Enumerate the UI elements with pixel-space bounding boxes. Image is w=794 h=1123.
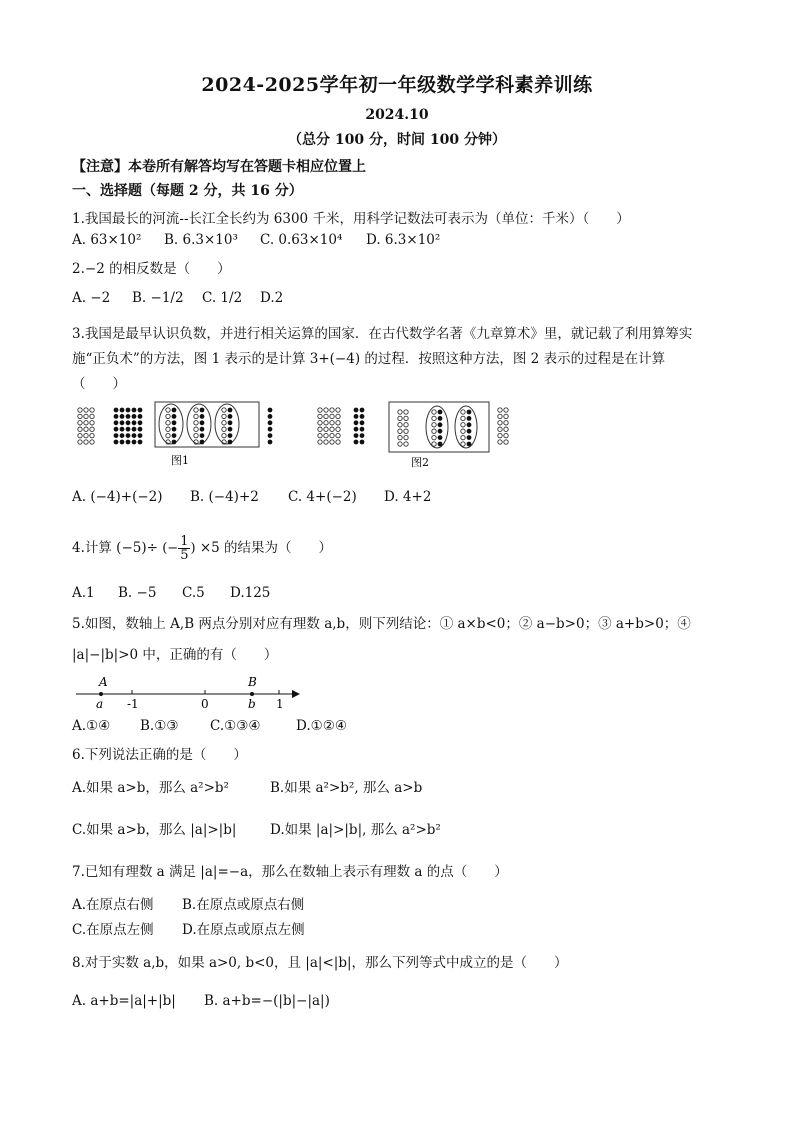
fig1-black-rods	[114, 408, 143, 445]
white-counter	[318, 414, 322, 418]
black-counter	[438, 416, 443, 421]
white-counter	[194, 427, 198, 431]
q1-option-b: B. 6.3×10³	[164, 232, 238, 248]
white-counter	[194, 408, 198, 412]
q3-stem-line3: （ ）	[72, 376, 126, 392]
point-a	[99, 692, 103, 696]
black-counter	[467, 416, 472, 421]
white-counter	[330, 440, 334, 444]
white-counter	[330, 414, 334, 418]
white-counter	[84, 427, 88, 431]
black-counter	[268, 433, 273, 438]
black-counter	[438, 435, 443, 440]
white-counter	[90, 408, 94, 412]
q8-options	[72, 993, 330, 1009]
white-counter	[398, 429, 402, 433]
fig2-white-rods	[318, 408, 340, 444]
white-counter	[166, 433, 170, 437]
white-counter	[78, 408, 82, 412]
black-counter	[172, 433, 177, 438]
white-counter	[90, 440, 94, 444]
black-counter	[228, 427, 233, 432]
q3-option-b: B. (−4)+2	[190, 489, 259, 505]
fig1-pair2-black	[200, 408, 205, 445]
white-counter	[222, 433, 226, 437]
black-counter	[354, 427, 359, 432]
q6-option-b: B.如果 a²>b², 那么 a>b	[270, 780, 423, 796]
white-counter	[318, 408, 322, 412]
q4-options	[72, 585, 270, 601]
q2-option-a: A. −2	[72, 290, 111, 306]
black-counter	[467, 435, 472, 440]
q8-option-a: A. a+b=|a|+|b|	[72, 993, 176, 1009]
white-counter	[330, 408, 334, 412]
white-counter	[432, 416, 436, 420]
white-counter	[398, 442, 402, 446]
black-counter	[126, 408, 131, 413]
q7-options-row2	[72, 918, 305, 938]
white-counter	[324, 421, 328, 425]
black-counter	[132, 433, 137, 438]
tick-one: 1	[276, 697, 284, 711]
white-counter	[461, 410, 465, 414]
white-counter	[330, 421, 334, 425]
q1-option-c: C. 0.63×10⁴	[260, 232, 343, 248]
black-counter	[438, 429, 443, 434]
white-counter	[336, 408, 340, 412]
q7-stem: 7.已知有理数 a 满足 |a|=−a，那么在数轴上表示有理数 a 的点（ ）	[72, 864, 508, 880]
white-counter	[404, 410, 408, 414]
black-counter	[354, 414, 359, 419]
q5-option-c: C.①③④	[210, 718, 261, 734]
black-counter	[132, 408, 137, 413]
white-counter	[222, 427, 226, 431]
q8-option-b: B. a+b=−(|b|−|a|)	[204, 993, 330, 1009]
label-b: b	[248, 697, 256, 711]
q5-option-a: A.①④	[72, 718, 111, 734]
black-counter	[114, 440, 119, 445]
q7-option-c: C.在原点左侧	[72, 922, 154, 938]
q2-option-b: B. −1/2	[132, 290, 184, 306]
white-counter	[404, 416, 408, 420]
q6-options-row2	[72, 818, 441, 838]
black-counter	[228, 408, 233, 413]
label-a: a	[96, 697, 104, 711]
exam-date: 2024.10	[365, 107, 429, 123]
fig1-white-rods	[78, 408, 94, 444]
white-counter	[432, 423, 436, 427]
white-counter	[84, 440, 88, 444]
white-counter	[461, 429, 465, 433]
black-counter	[120, 408, 125, 413]
fig2-pair2-white	[461, 410, 465, 446]
white-counter	[84, 433, 88, 437]
white-counter	[461, 435, 465, 439]
fig1-pair3-white	[222, 408, 226, 444]
white-counter	[461, 442, 465, 446]
white-counter	[318, 421, 322, 425]
white-counter	[222, 414, 226, 418]
white-counter	[78, 433, 82, 437]
black-counter	[126, 420, 131, 425]
black-counter	[354, 420, 359, 425]
white-counter	[398, 435, 402, 439]
black-counter	[172, 427, 177, 432]
q5-option-b: B.①③	[140, 718, 179, 734]
black-counter	[467, 422, 472, 427]
q7-option-a: A.在原点右侧	[72, 897, 154, 913]
fig2-pair1-white	[432, 410, 436, 446]
black-counter	[268, 427, 273, 432]
black-counter	[138, 408, 143, 413]
white-counter	[432, 435, 436, 439]
fig2-black-rods	[354, 408, 365, 445]
black-counter	[200, 408, 205, 413]
white-counter	[194, 421, 198, 425]
exam-total: （总分 100 分，时间 100 分钟）	[288, 132, 506, 148]
white-counter	[498, 433, 502, 437]
white-counter	[498, 440, 502, 444]
white-counter	[461, 416, 465, 420]
black-counter	[200, 414, 205, 419]
black-counter	[120, 433, 125, 438]
white-counter	[498, 427, 502, 431]
black-counter	[360, 420, 365, 425]
fig1-pair2-white	[194, 408, 198, 444]
black-counter	[438, 442, 443, 447]
white-counter	[78, 440, 82, 444]
white-counter	[194, 433, 198, 437]
fig1-pair3-black	[228, 408, 233, 445]
white-counter	[222, 421, 226, 425]
fig2-result-white	[498, 408, 508, 444]
black-counter	[172, 440, 177, 445]
q3-option-c: C. 4+(−2)	[288, 489, 357, 505]
black-counter	[126, 440, 131, 445]
white-counter	[324, 427, 328, 431]
black-counter	[120, 420, 125, 425]
white-counter	[336, 421, 340, 425]
black-counter	[467, 429, 472, 434]
black-counter	[360, 408, 365, 413]
q8-stem: 8.对于实数 a,b，如果 a>0, b<0，且 |a|<|b|，那么下列等式中成立的是（ ）	[72, 955, 568, 971]
black-counter	[172, 408, 177, 413]
black-counter	[200, 440, 205, 445]
q3-stem-line1: 3.我国是最早认识负数，并进行相关运算的国家．在古代数学名著《九章算术》里，就记载了利用算筹实	[72, 326, 693, 342]
white-counter	[336, 440, 340, 444]
black-counter	[438, 422, 443, 427]
black-counter	[268, 420, 273, 425]
q2-options	[72, 290, 283, 306]
q6-option-d: D.如果 |a|>|b|, 那么 a²>b²	[270, 822, 441, 838]
label-B: B	[248, 675, 257, 689]
q2-option-d: D.2	[260, 290, 284, 306]
point-b	[250, 692, 254, 696]
q3-stem-line2: 施“正负术”的方法，图 1 表示的是计算 3+(−4) 的过程．按照这种方法，图 2 表示的过程是在计算	[72, 351, 666, 367]
white-counter	[504, 414, 508, 418]
black-counter	[126, 414, 131, 419]
black-counter	[467, 442, 472, 447]
white-counter	[461, 423, 465, 427]
q4-stem-suffix: ×5 的结果为（ ）	[199, 540, 333, 556]
white-counter	[324, 440, 328, 444]
q7-option-b: B.在原点或原点右侧	[182, 897, 305, 913]
q2-option-c: C. 1/2	[202, 290, 243, 306]
black-counter	[200, 427, 205, 432]
page-title: 2024-2025学年初一年级数学学科素养训练	[201, 74, 593, 96]
white-counter	[404, 429, 408, 433]
white-counter	[498, 408, 502, 412]
q1-stem: 1.我国最长的河流--长江全长约为 6300 千米，用科学记数法可表示为（单位：千米）（ ）	[72, 211, 630, 227]
black-counter	[172, 414, 177, 419]
white-counter	[404, 423, 408, 427]
black-counter	[228, 420, 233, 425]
notice: 【注意】本卷所有解答均写在答题卡相应位置上	[72, 159, 366, 175]
white-counter	[166, 408, 170, 412]
black-counter	[354, 433, 359, 438]
white-counter	[336, 427, 340, 431]
q5-option-d: D.①②④	[296, 718, 347, 734]
q6-stem: 6.下列说法正确的是（ ）	[72, 747, 247, 763]
black-counter	[360, 440, 365, 445]
white-counter	[432, 442, 436, 446]
white-counter	[324, 414, 328, 418]
black-counter	[354, 408, 359, 413]
white-counter	[398, 423, 402, 427]
tick-minus-1: -1	[127, 697, 139, 711]
black-counter	[126, 427, 131, 432]
white-counter	[166, 427, 170, 431]
black-counter	[120, 440, 125, 445]
white-counter	[498, 421, 502, 425]
figure-1	[155, 402, 259, 447]
black-counter	[360, 427, 365, 432]
white-counter	[78, 427, 82, 431]
black-counter	[138, 433, 143, 438]
black-counter	[228, 433, 233, 438]
black-counter	[438, 410, 443, 415]
q1-option-d: D. 6.3×10²	[366, 232, 441, 248]
white-counter	[78, 421, 82, 425]
white-counter	[90, 421, 94, 425]
black-counter	[228, 440, 233, 445]
q2-stem: 2.−2 的相反数是（ ）	[72, 261, 231, 277]
black-counter	[200, 433, 205, 438]
white-counter	[318, 433, 322, 437]
figure-1-caption: 图1	[171, 454, 189, 467]
white-counter	[404, 442, 408, 446]
white-counter	[166, 414, 170, 418]
black-counter	[132, 420, 137, 425]
tick-zero: 0	[201, 697, 209, 711]
white-counter	[90, 427, 94, 431]
white-counter	[90, 433, 94, 437]
fig2-remaining-white	[398, 410, 408, 446]
white-counter	[194, 414, 198, 418]
black-counter	[126, 433, 131, 438]
black-counter	[360, 433, 365, 438]
q6-option-a: A.如果 a>b，那么 a²>b²	[72, 780, 229, 796]
counting-rod-figures	[70, 398, 530, 470]
black-counter	[200, 420, 205, 425]
black-counter	[467, 410, 472, 415]
black-counter	[120, 427, 125, 432]
white-counter	[324, 433, 328, 437]
black-counter	[268, 414, 273, 419]
white-counter	[318, 440, 322, 444]
q5-stem-line2: |a|−|b|>0 中，正确的有（ ）	[72, 647, 278, 663]
q4-option-d: D.125	[230, 585, 271, 601]
q4-stem	[72, 535, 332, 562]
q4-stem-prefix: 4.计算 (−5)÷	[72, 540, 158, 556]
fig2-pair1-black	[438, 410, 443, 447]
white-counter	[222, 408, 226, 412]
section-heading: 一、选择题（每题 2 分，共 16 分）	[72, 183, 303, 199]
black-counter	[268, 408, 273, 413]
q3-option-d: D. 4+2	[384, 489, 432, 505]
q6-options-row1	[72, 776, 422, 796]
black-counter	[114, 420, 119, 425]
black-counter	[132, 440, 137, 445]
q1-option-a: A. 63×10²	[72, 232, 142, 248]
arrow-icon	[292, 690, 300, 698]
black-counter	[138, 440, 143, 445]
q4-option-c: C.5	[182, 585, 205, 601]
black-counter	[114, 433, 119, 438]
white-counter	[336, 433, 340, 437]
white-counter	[78, 414, 82, 418]
q7-option-d: D.在原点或原点左侧	[182, 922, 305, 938]
black-counter	[138, 414, 143, 419]
q6-option-c: C.如果 a>b，那么 |a|>|b|	[72, 822, 237, 838]
q5-stem-line1: 5.如图，数轴上 A,B 两点分别对应有理数 a,b，则下列结论：① a×b<0；② a−b>0；③ a+b>0；④	[72, 616, 691, 632]
fig1-pair1-black	[172, 408, 177, 445]
white-counter	[318, 427, 322, 431]
black-counter	[132, 414, 137, 419]
white-counter	[84, 421, 88, 425]
white-counter	[398, 410, 402, 414]
label-A: A	[99, 675, 108, 689]
white-counter	[336, 414, 340, 418]
black-counter	[354, 440, 359, 445]
white-counter	[498, 414, 502, 418]
white-counter	[432, 410, 436, 414]
white-counter	[330, 427, 334, 431]
black-counter	[114, 427, 119, 432]
q4-fraction: (− $\frac{1}{5}$ )	[162, 534, 196, 563]
figure-2-caption: 图2	[411, 456, 429, 469]
white-counter	[504, 440, 508, 444]
q4-option-a: A.1	[72, 585, 95, 601]
white-counter	[84, 408, 88, 412]
white-counter	[166, 421, 170, 425]
white-counter	[432, 429, 436, 433]
white-counter	[404, 435, 408, 439]
black-counter	[114, 408, 119, 413]
white-counter	[84, 414, 88, 418]
fig2-pair2-black	[467, 410, 472, 447]
white-counter	[504, 433, 508, 437]
q7-options-row1	[72, 893, 304, 913]
black-counter	[360, 414, 365, 419]
q4-option-b: B. −5	[118, 585, 157, 601]
black-counter	[132, 427, 137, 432]
black-counter	[114, 414, 119, 419]
white-counter	[324, 408, 328, 412]
black-counter	[138, 427, 143, 432]
black-counter	[120, 414, 125, 419]
black-counter	[138, 420, 143, 425]
white-counter	[504, 421, 508, 425]
fig1-result-black	[268, 408, 273, 445]
black-counter	[228, 414, 233, 419]
black-counter	[268, 440, 273, 445]
white-counter	[330, 433, 334, 437]
fig1-pair1-white	[166, 408, 170, 444]
q5-options	[72, 718, 347, 734]
q1-options	[72, 232, 440, 248]
white-counter	[504, 427, 508, 431]
q3-options	[72, 489, 431, 505]
black-counter	[172, 420, 177, 425]
q3-option-a: A. (−4)+(−2)	[72, 489, 163, 505]
white-counter	[398, 416, 402, 420]
white-counter	[504, 408, 508, 412]
white-counter	[90, 414, 94, 418]
number-line	[70, 672, 310, 712]
